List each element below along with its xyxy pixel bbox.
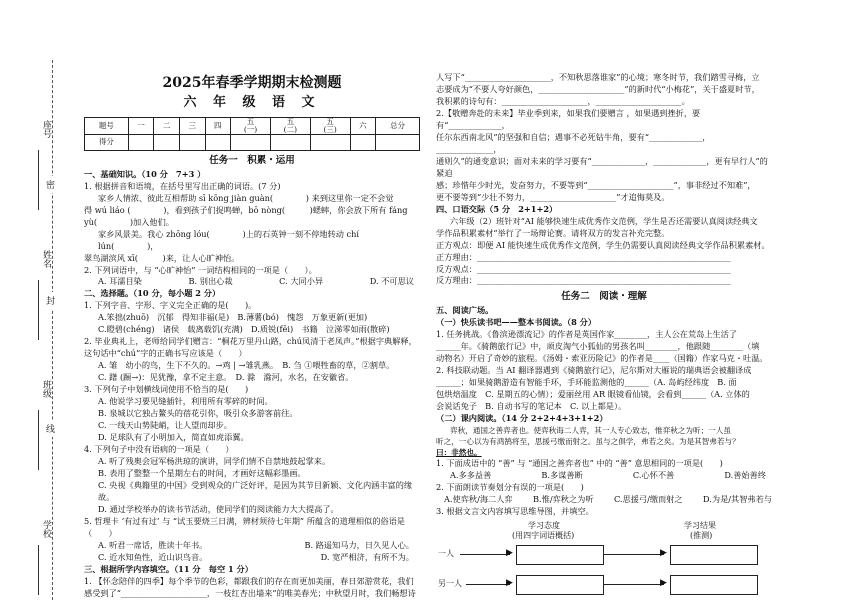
option[interactable]: B. 别出心裁: [188, 276, 233, 287]
binding-margin: [0, 0, 78, 608]
score-cell[interactable]: [128, 134, 154, 150]
mind-map: [436, 520, 772, 600]
mind-map-subheader: (推测): [690, 531, 713, 541]
option[interactable]: B.多谋善断: [541, 470, 583, 481]
option[interactable]: A.使弈秋/海二人弈: [444, 494, 513, 505]
score-head-cell: 题号: [85, 118, 129, 135]
score-head-cell: 二: [154, 118, 180, 135]
option[interactable]: D. 不可思议: [369, 276, 414, 287]
s1-q1-line: 得 wú liáo ( )，看到孩子们捉鸣蝉，bō nòng( )蟋蟀，你会放下所有 fáng: [84, 204, 408, 215]
s3-q2-line: 感；珍惜年少时光，发奋努力，不要等到“_____________________”，事非经过不知难”，: [436, 179, 756, 190]
score-row-label: 得分: [85, 134, 129, 150]
s2-q3-option[interactable]: C. 一线天山势陡峭，让人望而却步。: [98, 420, 232, 431]
option[interactable]: B.惟/弈秋之为听: [533, 494, 594, 505]
score-cell[interactable]: [179, 134, 205, 150]
s2-q5-options: [84, 540, 420, 552]
arrow-right-icon: ▶: [660, 548, 667, 559]
s3-q1: 1. 【怀念陪伴的四季】每个季节的色彩，都跟我们的存在而更加美丽，春日郊游赏花，我们: [84, 575, 414, 586]
seal-char-2: 封: [46, 292, 55, 309]
task-one-heading: 任务一 积累・运用: [209, 154, 295, 166]
mind-map-line: [604, 584, 664, 585]
score-cell[interactable]: [270, 134, 310, 150]
mind-map-line: [460, 554, 510, 555]
s3-q2-line: 通则久”的通变意识；面对未来的学习要有“_____________，_____________，更有早行人”的紧迫: [436, 155, 768, 178]
score-cell[interactable]: [205, 134, 231, 150]
mind-map-subheader: (用四字词语概括): [512, 531, 575, 541]
exam-subtitle: 六 年 级 语 文: [183, 95, 321, 111]
s3-q1-line: 感受到了“_____________________，一枝红杏出墙来”的唯美春光；中秋望月时，我们畅想诗: [84, 587, 416, 598]
option[interactable]: B. 路遥知马力，日久见人心。: [304, 539, 414, 550]
score-head-cell: 总分: [376, 118, 420, 135]
s1-q1: 1. 根据拼音和语境，在括号里写出正确的词语。(7 分): [84, 180, 281, 191]
score-head-cell: 三: [179, 118, 205, 135]
seal-char-3: 线: [46, 420, 55, 437]
s2-q1: 1. 下列字音、字形、字义完全正确的是( )。: [84, 300, 257, 311]
s1-q2: 2. 下列词语中，与 “心旷神怡” 一词结构相同的一项是（ ）。: [84, 264, 317, 275]
s1-q1-line: 家乡风景美。我心 zhōng lóu( )上的石英钟一刻不停地转动 chí lún( )，: [98, 228, 360, 251]
s4-con-reason[interactable]: 反方理由：______________________________________________________________: [436, 275, 731, 286]
s3-q2: 2.【敬赠奔赴的未来】毕业季到来，如果我们要赠言 ，如果遇到挫折，要有“_____________，: [436, 107, 701, 130]
s2-q2-option[interactable]: C. 躇 (蹰→)：见犹豫，拿不定主意。 D. 滁 滁河，水名，在安徽省。: [98, 372, 354, 383]
s2-q3: 3. 下列句子中划横线词使用不恰当的是( ): [84, 384, 249, 395]
s4-pro-reason[interactable]: 正方理由：______________________________________________________________: [436, 251, 731, 262]
option[interactable]: C. 大同小异: [279, 276, 324, 287]
s4-pro-view: 正方观点：即便 AI 能快速生成优秀作文范例，学生仍需要认真阅读经典文学作品积累素材。: [436, 239, 770, 250]
s2-q4-option[interactable]: D. 通过学校举办的读书节活动，使同学们的阅读能力大大提高了。: [98, 503, 339, 514]
score-head-cell: 一: [128, 118, 154, 135]
option[interactable]: C.心怀不善: [632, 470, 675, 481]
s2-q4-option[interactable]: B. 表用了整整一个星期左右的时间，才画好这幅彩墨画。: [98, 467, 306, 478]
score-header-row: [85, 118, 420, 135]
s5-q2: 2. 科技联动题。当 AI 翻译器遇到《骑鹅旅行记》，尼尔斯对大雁说的瑞典语会被翻译成: [436, 365, 752, 376]
s2-q1-option[interactable]: A.笨拙(zhuō) 沉郁 得知非福(是) B.薄薯(bó) 愧怨 万象更新(更加): [98, 312, 368, 323]
mind-map-line: [604, 554, 664, 555]
s3-q2-line: 任尔东西南北风”的坚强和自信；遇事不必死钻牛角，要有“_____________，______________，: [436, 131, 711, 154]
s3-q2-line: 更不要等到“少壮不努力，_____________________”才追悔莫及。: [436, 191, 670, 202]
arrow-right-icon: ▶: [660, 578, 667, 589]
score-table: [84, 117, 420, 151]
s1-q1-line: 家乡人情浓、彼此互相帮助 sī kōng jiàn guàn( ) 来到这里你一定不会觉: [98, 192, 394, 203]
s2-q1-option[interactable]: C.瞪碧(chéng) 诸侯 载离载饥(充满) D.质锐(fēi) 书籍 泣涕零如雨(散碎): [98, 324, 390, 335]
mind-map-person: 一人: [438, 549, 454, 559]
s5-part1-heading: （一）快乐读书吧——整本书阅读。（8 分）: [436, 317, 597, 328]
score-cell[interactable]: [350, 134, 376, 150]
s3-continued: 我积累的诗句有：_____________________，_____________________。: [436, 95, 690, 106]
class-label: 班级: [41, 380, 51, 398]
option[interactable]: A. 听君一席话，胜读十年书。: [98, 539, 208, 550]
s2-q3-option[interactable]: A. 他说学习要见缝插针，利用所有零碎的时间。: [98, 396, 273, 407]
section-4-heading: 四、口语交际（5 分 2+1+2）: [436, 203, 558, 214]
s2-q2-option[interactable]: A. 雏 幼小的鸟，生下不久的。→鸡 | →雏乳燕。 B. 刍 ①喂牲畜的草，②割草。: [98, 360, 395, 371]
s2-q5: 5. 哲理卡 ‘有过有过’ 与 “试玉要烧三日满，辨材须待七年期” 所蕴含的道理相似的俗语是（ ）: [84, 515, 405, 538]
s4-prompt: 学作品积累素材”举行了一场辩论赛。请将双方的发言补充完整。: [436, 227, 670, 238]
s1-q1-line: 翠鸟湖滨风 xī( )来，让人心旷神怡。: [84, 252, 240, 263]
s5-q1-line: 动物名）开启了奇妙的旅程。《汤姆・索亚历险记》的作者是____（国籍）作家马克・吐温。: [436, 353, 768, 364]
name-label: 姓名: [41, 250, 51, 268]
school-field[interactable]: [38, 545, 39, 595]
arrow-right-icon: ▶: [506, 548, 513, 559]
score-head-cell: 五 (一): [231, 118, 271, 135]
option[interactable]: A. 耳濡目染: [98, 276, 142, 287]
option[interactable]: C.思援弓/缴而射之: [613, 494, 683, 505]
class-field[interactable]: [38, 410, 39, 470]
s5-q2-line: 会说话兔子 B. 自动书写的笔记本 C. 以上都是）。: [436, 401, 627, 412]
section-1-heading: 一、基础知识。（10 分 7+3 ）: [84, 168, 206, 179]
name-field[interactable]: [38, 280, 39, 340]
mind-map-box[interactable]: [670, 545, 758, 565]
s2-q4: 4. 下列句子中没有语病的一项是（ ）: [84, 444, 234, 455]
mind-map-person: 另一人: [438, 579, 462, 589]
mind-map-box[interactable]: [516, 545, 604, 565]
seat-label: 座号: [41, 120, 51, 138]
score-head-cell: 五 (二): [270, 118, 310, 135]
option[interactable]: D. 宽严相济，有所不为。: [320, 551, 414, 562]
mind-map-line: [466, 584, 510, 585]
s4-con-view[interactable]: 反方观点：______________________________________________________________: [436, 263, 731, 274]
s2-q4-option[interactable]: A. 听了残奥会冠军杨洪琼的演讲，同学们情不自禁地鼓起掌来。: [98, 456, 331, 467]
s3-continued: 人写下“_____________________，不知秋思落谁家”的心境；寒冬时节，我们踏雪寻梅，立: [436, 72, 760, 82]
option[interactable]: A.多多益善: [450, 470, 492, 481]
mind-map-header: 学习态度: [528, 521, 560, 531]
s5-2-q3: 3. 根据文言文内容填写思维导图，并填空。: [436, 506, 594, 517]
score-head-cell: 四: [205, 118, 231, 135]
arrow-right-icon: ▶: [506, 578, 513, 589]
option[interactable]: D.为是/其智弗若与: [703, 494, 772, 505]
s1-q2-options: [84, 276, 420, 288]
score-head-cell: 六: [350, 118, 376, 135]
mind-map-header: 学习结果: [684, 521, 716, 531]
option[interactable]: C. 近水知鱼性，近山识鸟音。: [98, 551, 208, 562]
seat-field[interactable]: [38, 150, 39, 210]
score-cell[interactable]: [231, 134, 271, 150]
exam-title: 2025年春季学期期末检测题: [162, 75, 342, 91]
s5-part2-heading: （二）课内阅读。（14 分 2+2+4+3+1+2）: [436, 413, 608, 424]
classical-passage: 弈秋，通国之善弈者也。使弈秋诲二人弈，其一人专心致志，惟弈秋之为听；一人虽: [450, 425, 731, 435]
seal-char-1: 密: [46, 176, 55, 193]
s2-q3-option[interactable]: D. 足球队有了小明加入，简直如虎添翼。: [98, 432, 249, 443]
s2-q2: 2. 毕业典礼上，老师给同学们赠言：“桐花万里丹山路，chú凤清于老凤声。”根据字典解释，: [84, 336, 417, 347]
mind-map-box[interactable]: [670, 575, 758, 595]
s5-2-q1-options: [436, 470, 772, 482]
mind-map-box[interactable]: [516, 575, 604, 595]
school-label: 学校: [41, 520, 51, 538]
score-row: [85, 134, 420, 150]
section-5-heading: 五、阅读广场。: [436, 305, 494, 316]
s2-q2-line: 这句话中“chú”字的正确书写应该是（ ）: [84, 348, 247, 359]
left-column: [84, 74, 420, 600]
s2-q5-options: [84, 552, 420, 564]
s5-2-q2-options: [436, 494, 772, 506]
score-head-cell: 五 (三): [310, 118, 350, 135]
task-two-heading: 任务二 阅读・理解: [561, 291, 647, 303]
s3-continued: 志要成为“不要人夸好颜色，_____________________”的新时代“小梅花”，关于盛夏时节，: [436, 83, 760, 94]
s5-q1-line: ______年。《骑鹅旅行记》中，顽皮淘气小狐仙的男孩名叫________，他跟随________（填: [436, 341, 760, 352]
section-3-heading: 三、根据所学内容填空。（11 分 每空 1 分）: [84, 563, 253, 574]
s4-prompt: 六年级（2）班针对“AI 能够快速生成优秀作文范例，学生是否还需要认真阅读经典文: [450, 215, 758, 226]
section-2-heading: 二、选择题。（10 分，每小题 2 分）: [84, 288, 221, 299]
s5-q2-line: ______；如果骑鹅游造有智能手环，手环能监测他的______（A. 岛屿经纬度 B. 面: [436, 377, 737, 388]
option[interactable]: D.善始善终: [724, 470, 766, 481]
score-cell[interactable]: [310, 134, 350, 150]
score-cell[interactable]: [376, 134, 420, 150]
classical-passage: 听之，一心以为有鸿鹄将至，思援弓缴而射之。虽与之俱学，弗若之矣。为是其智弗若与？: [436, 437, 740, 447]
s5-q2-line: 包烘焙温度 C. 星期五的心情）；爱丽丝用 AR 眼镜看仙镜，会看到______（A. 立体的: [436, 389, 750, 400]
s5-q1: 1. 任务挑战。《鲁滨逊漂流记》的作者是英国作家________，主人公在荒岛上生活了: [436, 329, 738, 340]
s2-q4-option[interactable]: C. 央视《典籍里的中国》受到观众的广泛好评，是因为其节目新颖、文化内涵丰富的缘故。: [98, 479, 413, 502]
seal-line: [52, 60, 53, 600]
score-cell[interactable]: [154, 134, 180, 150]
s2-q3-option[interactable]: B. 泉城以它独占鳌头的蓓花引你，吸引众多游客前往。: [98, 408, 298, 419]
s1-q1-line: yù( )加入他们。: [84, 216, 174, 227]
s5-2-q2: 2. 下面朗读节奏划分有误的一项是( ): [436, 482, 584, 493]
s5-2-q1: 1. 下面成语中的 “善” 与 “通国之善弈者也” 中的 “善” 意思相同的一项是( ): [436, 458, 723, 469]
right-column: [436, 72, 772, 600]
classical-passage: 曰：非然也。: [436, 448, 482, 458]
